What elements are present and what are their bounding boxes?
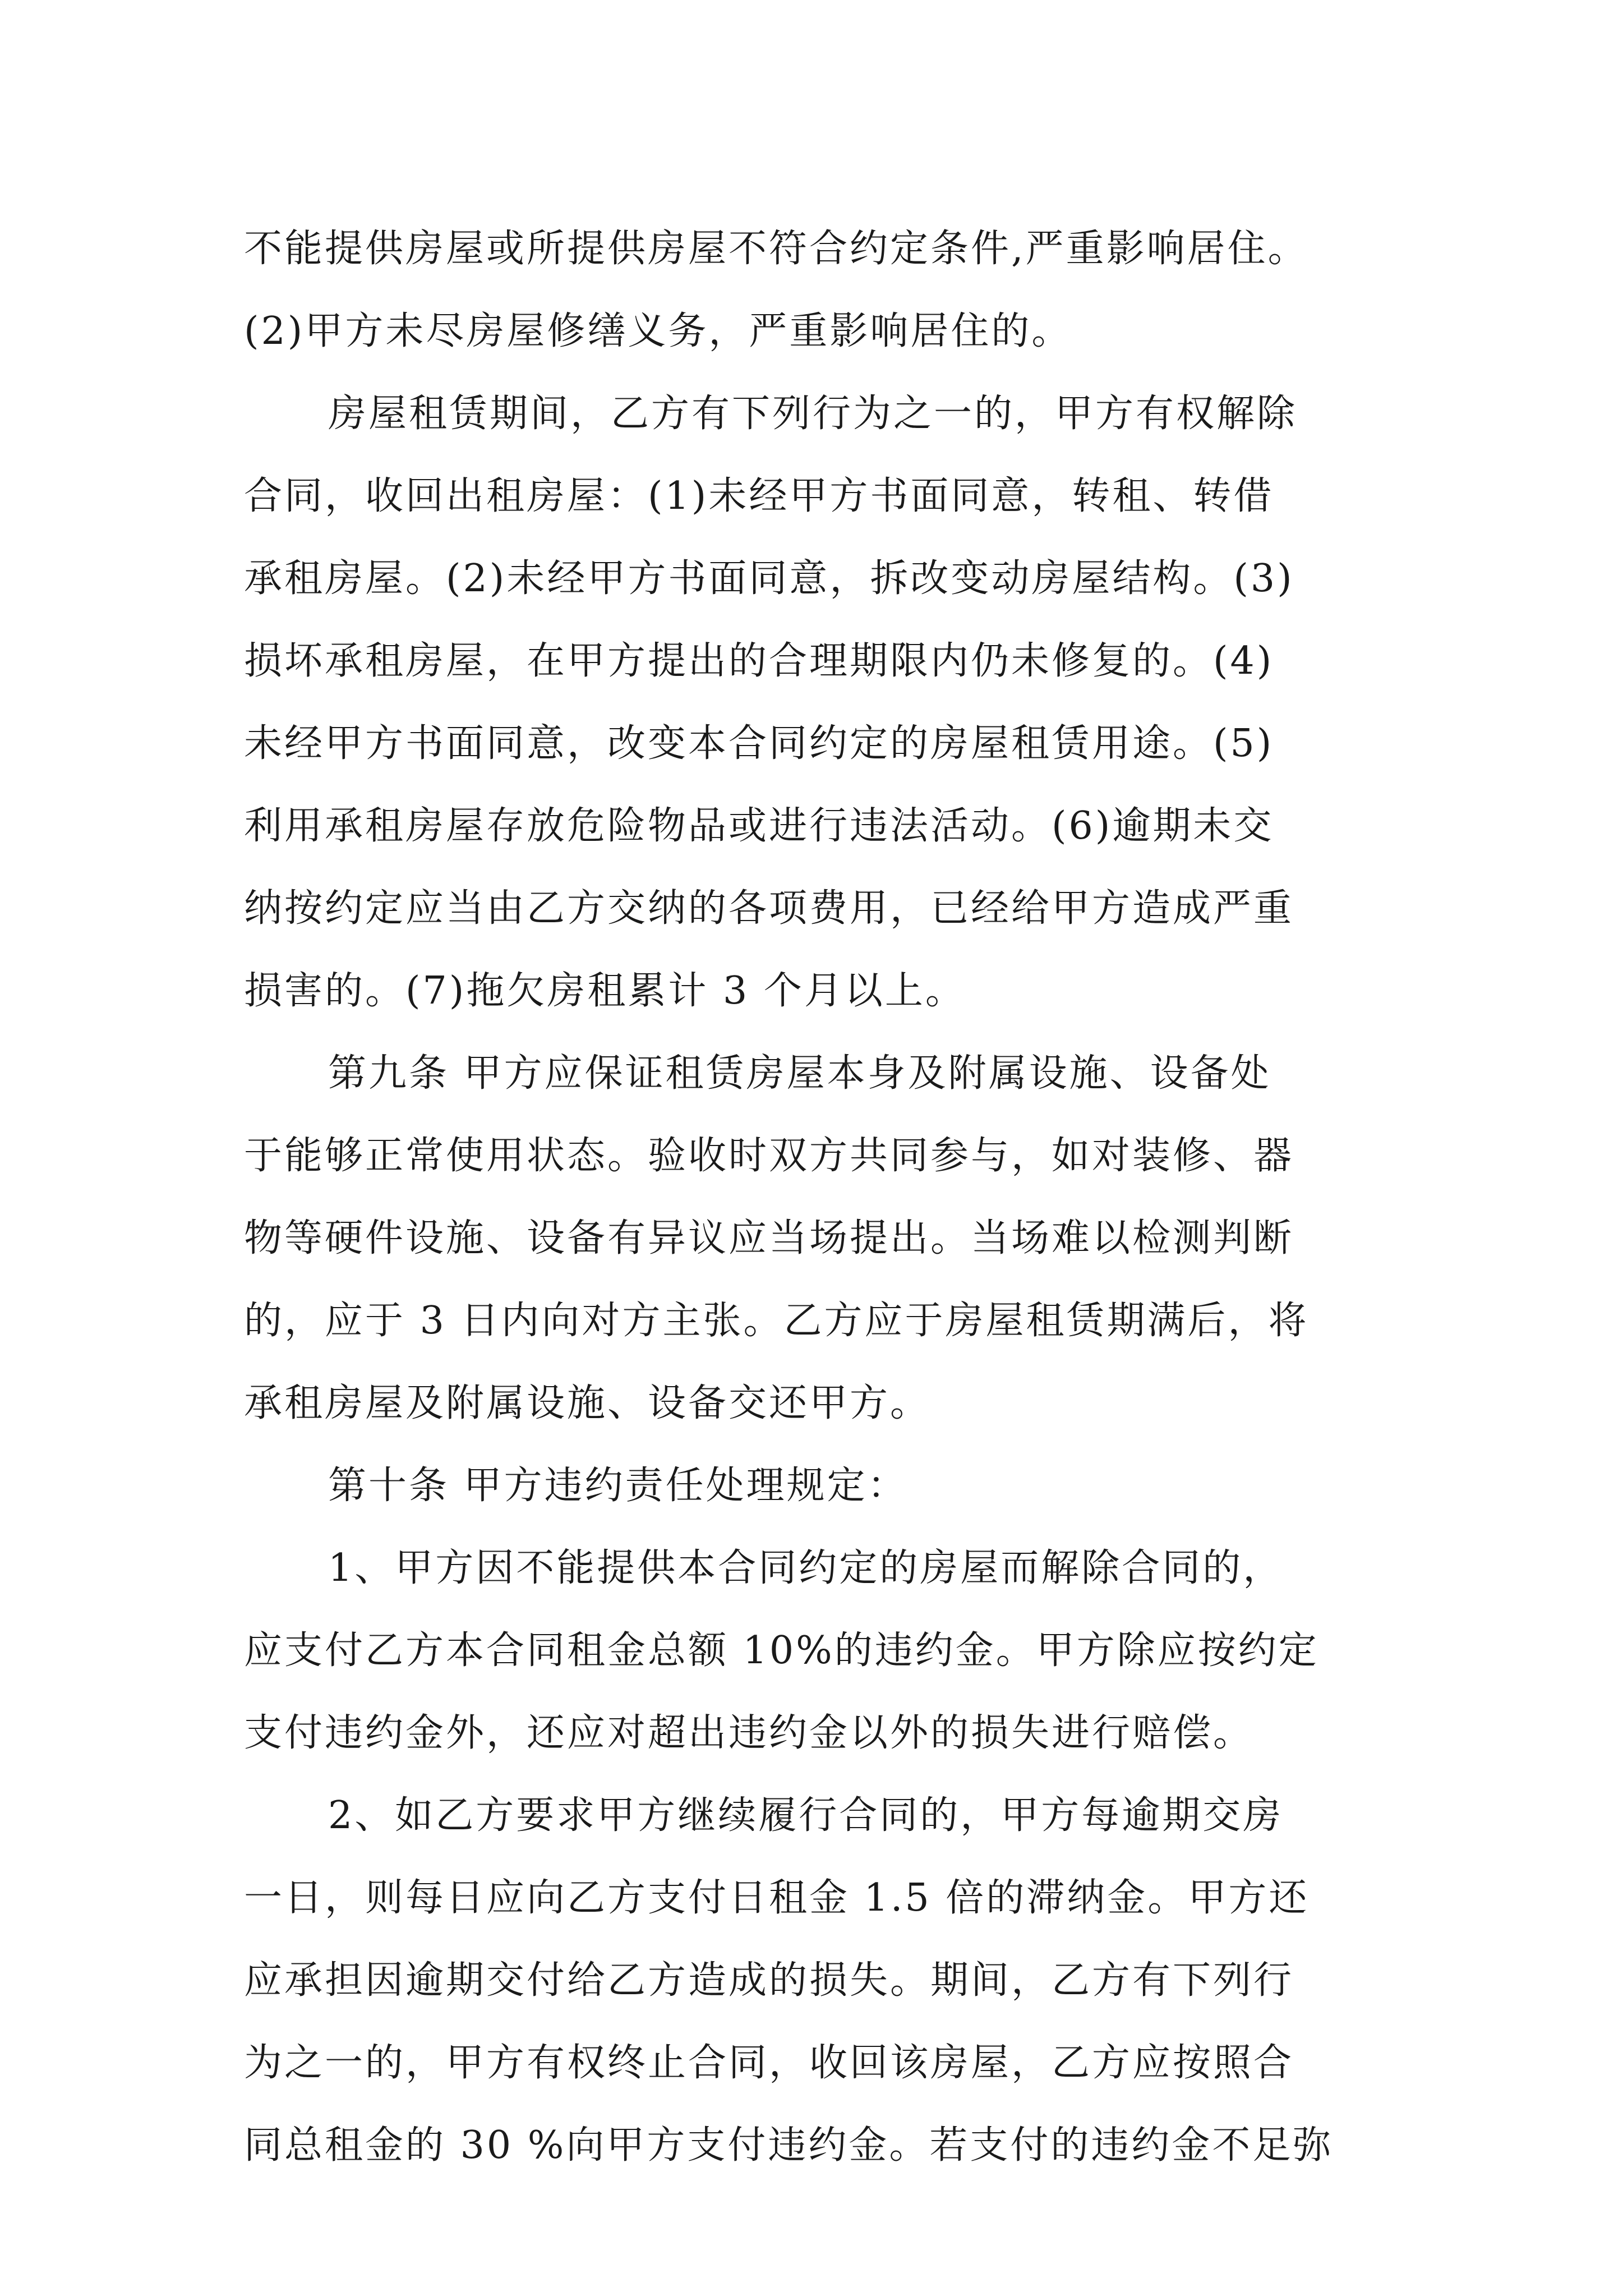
text-line: 应支付乙方本合同租金总额 10%的违约金。甲方除应按约定 [244, 1628, 1319, 1673]
text-line: 损坏承租房屋，在甲方提出的合理期限内仍未修复的。(4) [244, 639, 1274, 683]
text-line: 同总租金的 30 %向甲方支付违约金。若支付的违约金不足弥 [244, 2123, 1334, 2168]
text-line: 为之一的，甲方有权终止合同，收回该房屋，乙方应按照合 [244, 2041, 1294, 2085]
text-line: 支付违约金外，还应对超出违约金以外的损失进行赔偿。 [244, 1711, 1254, 1755]
text-line: 损害的。(7)拖欠房租累计 3 个月以上。 [244, 969, 966, 1013]
text-line: 应承担因逾期交付给乙方造成的损失。期间，乙方有下列行 [244, 1958, 1294, 2003]
text-line: 一日，则每日应向乙方支付日租金 1.5 倍的滞纳金。甲方还 [244, 1876, 1310, 1920]
text-line: 2、如乙方要求甲方继续履行合同的，甲方每逾期交房 [328, 1793, 1284, 1838]
text-line: 承租房屋及附属设施、设备交还甲方。 [244, 1381, 931, 1425]
contract-body-text [244, 208, 1377, 2187]
text-line: 未经甲方书面同意，改变本合同约定的房屋租赁用途。(5) [244, 721, 1274, 766]
text-line: 物等硬件设施、设备有异议应当场提出。当场难以检测判断 [244, 1216, 1294, 1260]
text-line: 第九条 甲方应保证租赁房屋本身及附属设施、设备处 [328, 1051, 1271, 1096]
text-line: 纳按约定应当由乙方交纳的各项费用，已经给甲方造成严重 [244, 886, 1294, 931]
text-line: 不能提供房屋或所提供房屋不符合约定条件,严重影响居住。 [244, 227, 1308, 271]
text-line: (2)甲方未尽房屋修缮义务，严重影响居住的。 [244, 309, 1072, 353]
text-line: 承租房屋。(2)未经甲方书面同意，拆改变动房屋结构。(3) [244, 556, 1294, 601]
text-line: 利用承租房屋存放危险物品或进行违法活动。(6)逾期未交 [244, 804, 1274, 848]
text-line: 第十条 甲方违约责任处理规定： [328, 1464, 908, 1508]
text-line: 合同，收回出租房屋：(1)未经甲方书面同意，转租、转借 [244, 474, 1274, 518]
text-line: 1、甲方因不能提供本合同约定的房屋而解除合同的， [328, 1546, 1284, 1590]
text-line: 房屋租赁期间，乙方有下列行为之一的，甲方有权解除 [328, 392, 1298, 436]
text-line: 的，应于 3 日内向对方主张。乙方应于房屋租赁期满后，将 [244, 1299, 1309, 1343]
text-line: 于能够正常使用状态。验收时双方共同参与，如对装修、器 [244, 1134, 1294, 1178]
